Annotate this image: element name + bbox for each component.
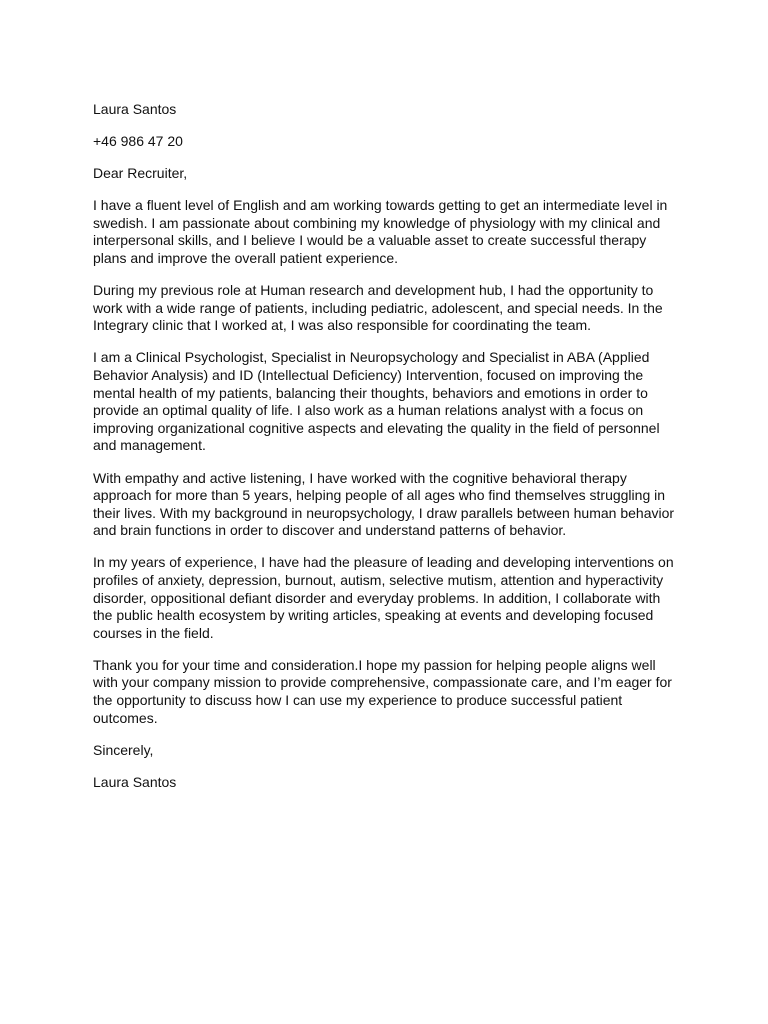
body-paragraph-1: I have a fluent level of English and am working towards getting to get an intermediate level in swedish. I am passionate about combining my knowledge of physiology with my clinical and interpersonal skills, and I believe I would be a valuable asset to create successful therapy plans and improve the overall patient experience. [93, 197, 668, 267]
body-paragraph-6: Thank you for your time and consideration.I hope my passion for helping people aligns well with your company mission to provide comprehensive, compassionate care, and I’m eager for the opportunity to discuss how I can use my experience to produce successful patient outcomes. [93, 656, 672, 726]
body-paragraph-2: During my previous role at Human research and development hub, I had the opportunity to work with a wide range of patients, including pediatric, adolescent, and special needs. In the Integrary clinic that I worked at, I was also responsible for coordinating the team. [93, 282, 663, 334]
body-paragraph-4: With empathy and active listening, I have worked with the cognitive behavioral therapy approach for more than 5 years, helping people of all ages who find themselves struggling in their lives. With my background in neuropsychology, I draw parallels between human behavior and brain functions in order to discover and understand patterns of behavior. [93, 469, 675, 539]
signature-name: Laura Santos [93, 773, 177, 790]
salutation: Dear Recruiter, [93, 165, 188, 182]
sender-phone: +46 986 47 20 [93, 133, 183, 150]
sender-name: Laura Santos [93, 101, 177, 117]
body-paragraph-3: I am a Clinical Psychologist, Specialist in Neuropsychology and Specialist in ABA (Applied Behavior Analysis) and ID (Intellectual Deficiency) Intervention, focused on improving the mental health of my patients, balancing their thoughts, behaviors and emotions in order to provide an optimal quality of life. I also work as a human relations analyst with a focus on improving organizational cognitive aspects and elevating the quality in the field of personnel and management. [93, 349, 660, 454]
closing: Sincerely, [93, 741, 154, 758]
cover-letter [93, 101, 683, 806]
body-paragraph-5: In my years of experience, I have had the pleasure of leading and developing interventions on profiles of anxiety, depression, burnout, autism, selective mutism, attention and hyperactivity disorder, oppositional defiant disorder and everyday problems. In addition, I collaborate with the public health ecosystem by writing articles, speaking at events and developing focused courses in the field. [93, 554, 674, 641]
